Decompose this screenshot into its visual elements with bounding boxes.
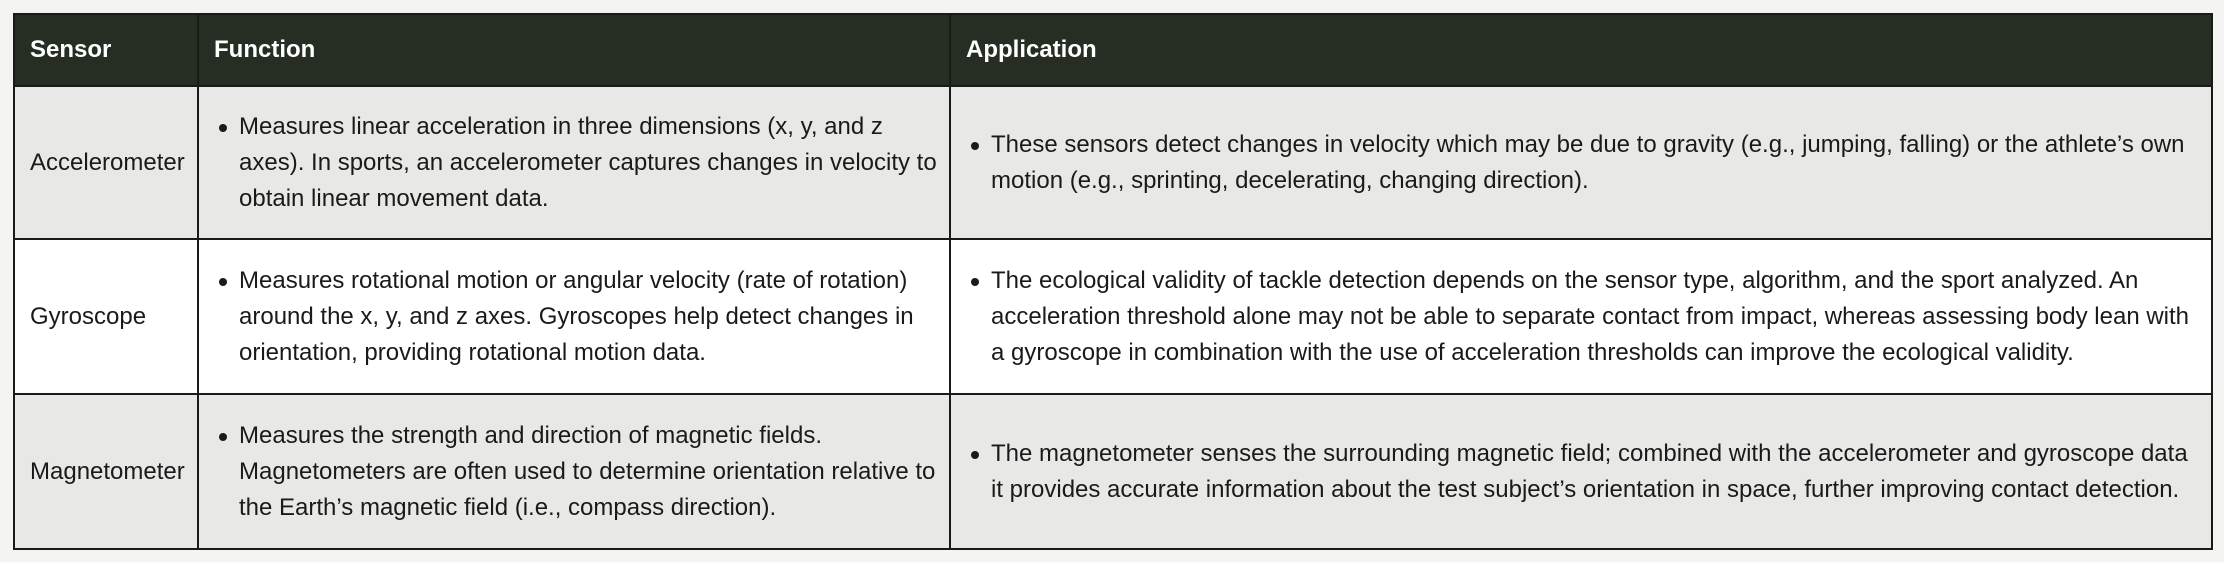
function-bullet: Measures rotational motion or angular velocity (rate of rotation) around the x, y, and z axes. Gyroscopes help detect changes in orientation, providing rotational motion data. xyxy=(239,263,939,371)
application-bullet: These sensors detect changes in velocity which may be due to gravity (e.g., jumping, falling) or the athlete’s own motion (e.g., sprinting, decelerating, changing direction). xyxy=(991,127,2199,199)
header-function: Function xyxy=(198,14,950,86)
sensor-cell: Accelerometer xyxy=(14,86,198,239)
header-sensor: Sensor xyxy=(14,14,198,86)
function-bullet: Measures linear acceleration in three dimensions (x, y, and z axes). In sports, an accelerometer captures changes in velocity to obtain linear movement data. xyxy=(239,109,939,217)
application-cell xyxy=(950,86,2212,239)
function-cell xyxy=(198,394,950,549)
function-cell xyxy=(198,86,950,239)
application-bullet: The ecological validity of tackle detection depends on the sensor type, algorithm, and the sport analyzed. An acceleration threshold alone may not be able to separate contact from impact, whereas assessing body lean with a gyroscope in combination with the use of acceleration thresholds can improve the ecological validity. xyxy=(991,263,2199,371)
table-row xyxy=(14,86,2212,239)
sensor-table xyxy=(13,13,2213,550)
function-bullet: Measures the strength and direction of magnetic fields. Magnetometers are often used to determine orientation relative to the Earth’s magnetic field (i.e., compass direction). xyxy=(239,418,939,526)
table-header-row xyxy=(14,14,2212,86)
sensor-cell: Magnetometer xyxy=(14,394,198,549)
sensor-table-container xyxy=(13,13,2211,550)
application-cell xyxy=(950,239,2212,394)
table-row xyxy=(14,394,2212,549)
sensor-cell: Gyroscope xyxy=(14,239,198,394)
application-bullet: The magnetometer senses the surrounding magnetic field; combined with the accelerometer and gyroscope data it provides accurate information about the test subject’s orientation in space, further improving contact detection. xyxy=(991,436,2199,508)
function-cell xyxy=(198,239,950,394)
table-row xyxy=(14,239,2212,394)
application-cell xyxy=(950,394,2212,549)
header-application: Application xyxy=(950,14,2212,86)
